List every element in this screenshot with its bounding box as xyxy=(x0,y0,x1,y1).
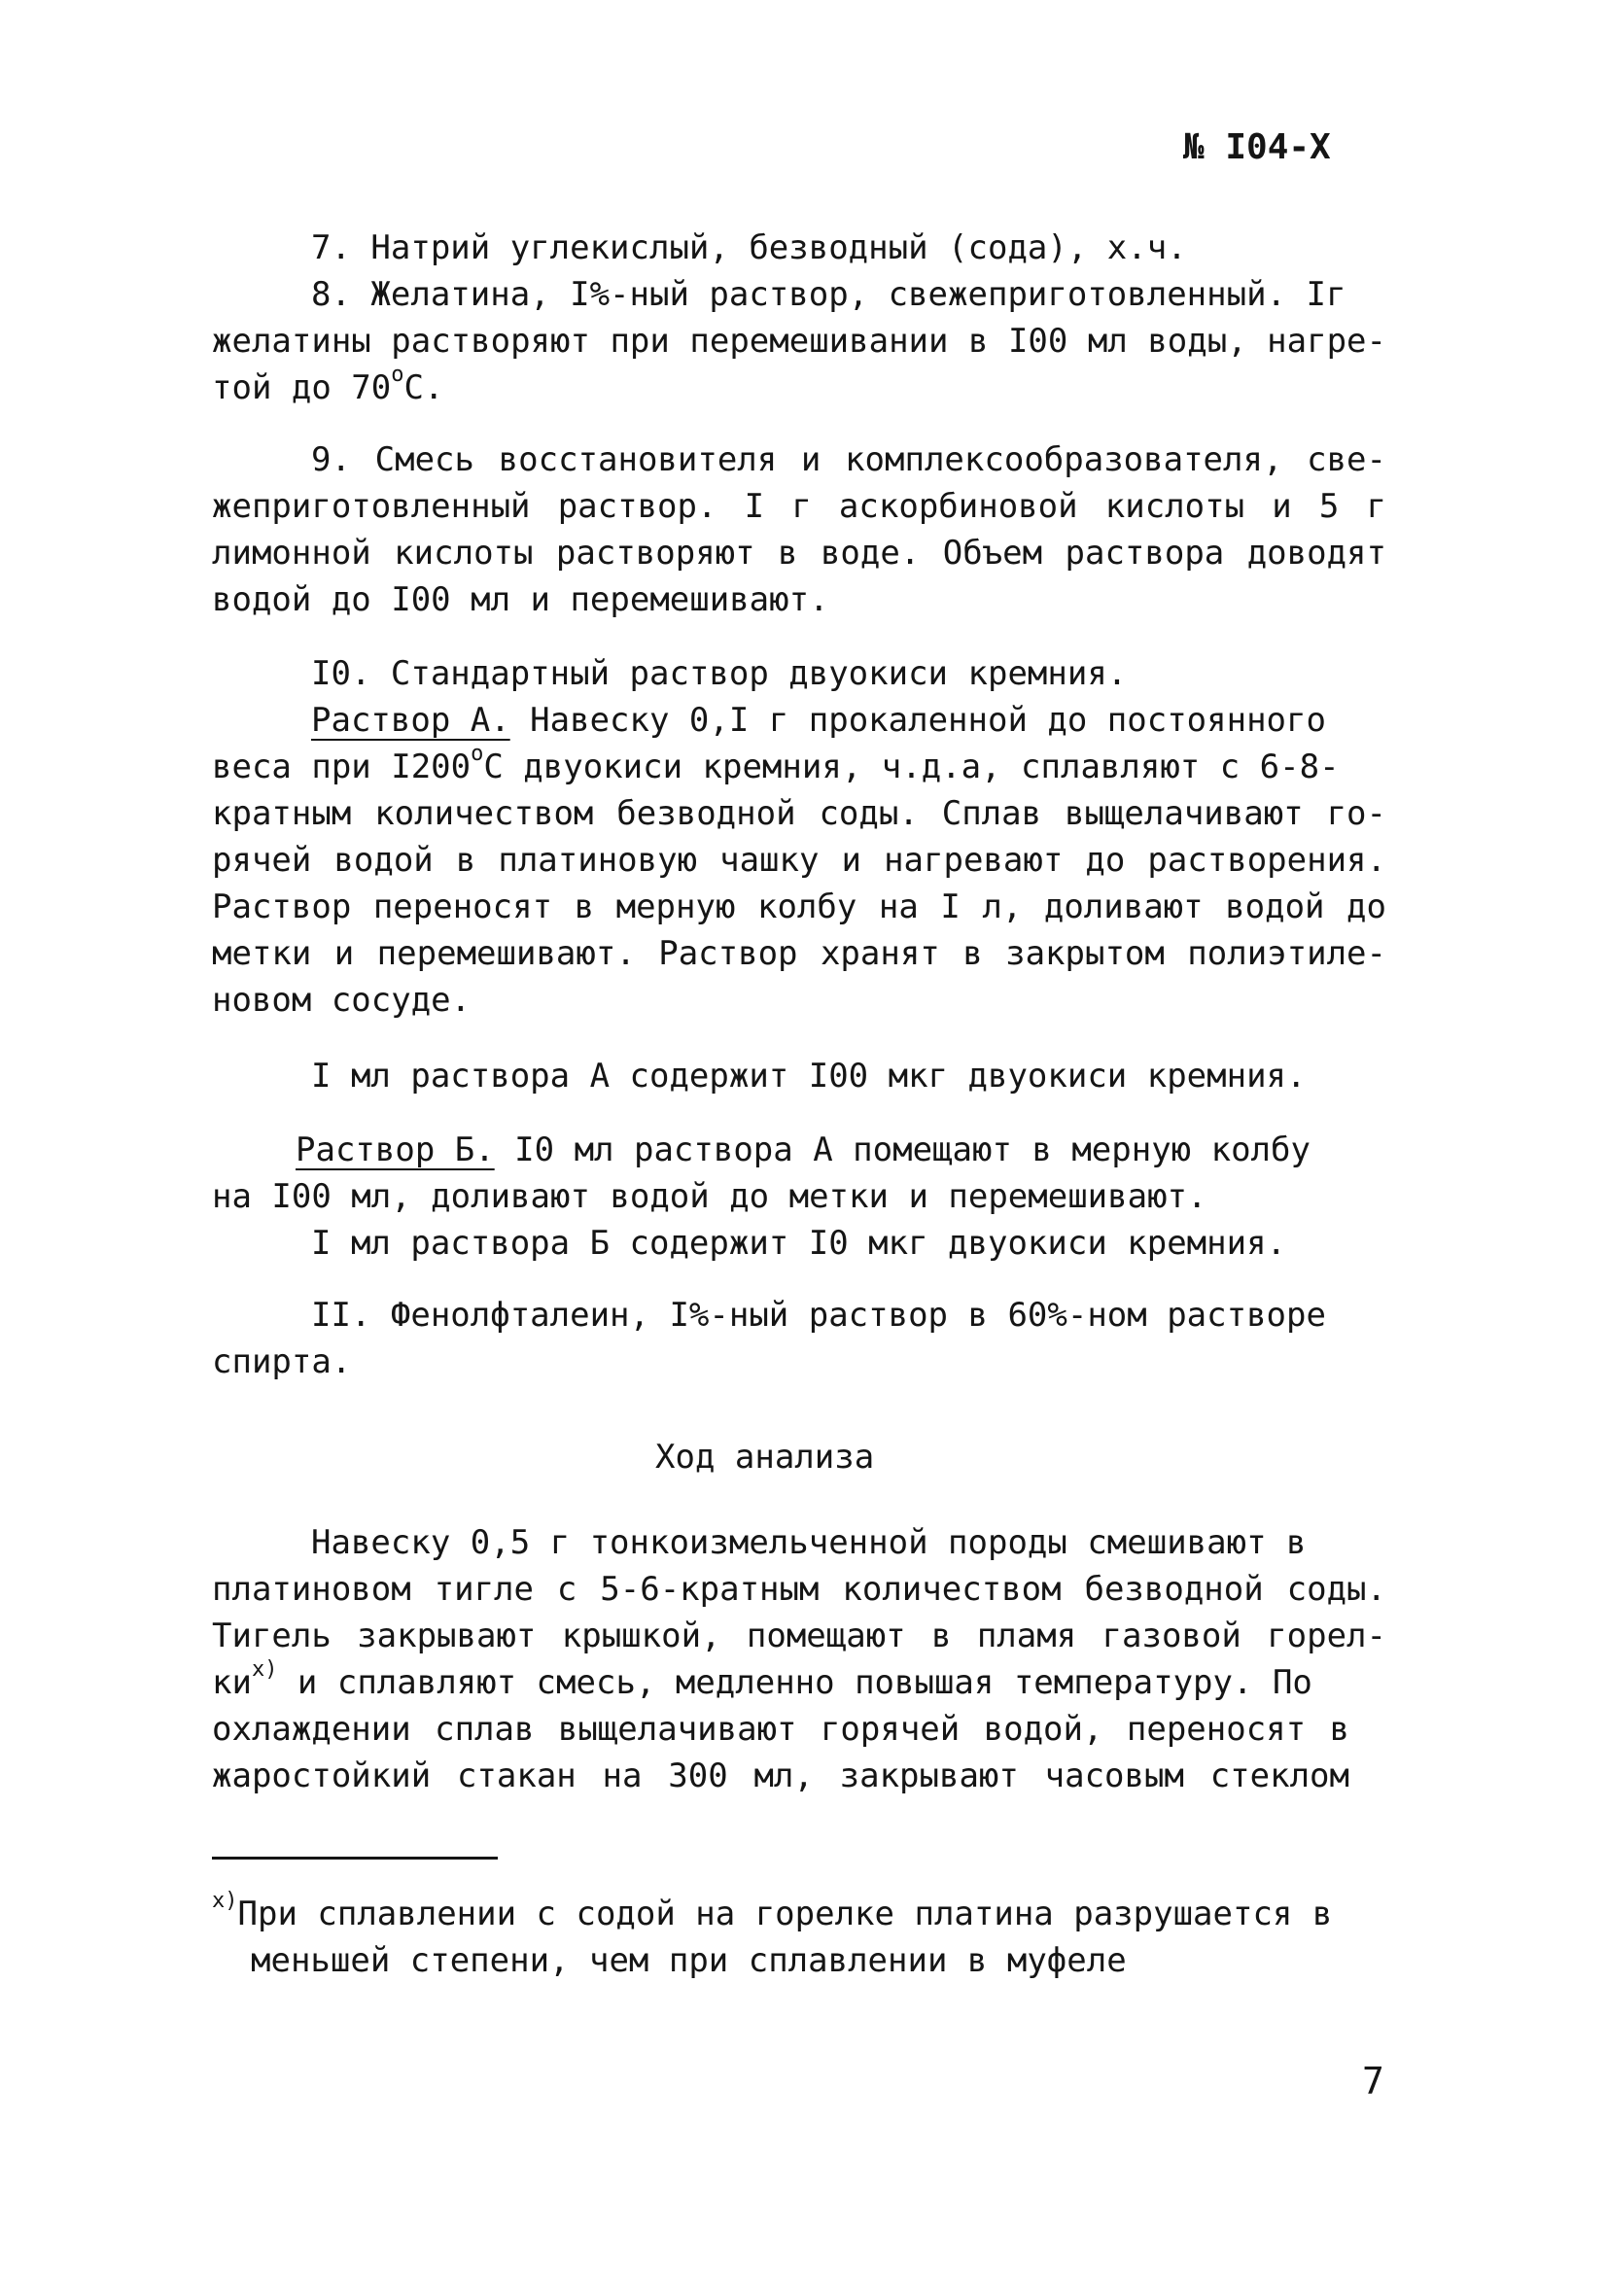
footnote-line-2: меньшей степени, чем при сплавлении в муфеле xyxy=(251,1941,1127,1980)
solution-a-line-2: веса при $I200^оС$ двуокиси кремния, ч.д.а, сплавляют с 6-8- xyxy=(212,741,1340,786)
solution-a-line-6: метки и перемешивают. Раствор хранят в закрытом полиэтиле- xyxy=(212,934,1386,973)
document-number: № I04-X xyxy=(1183,127,1331,167)
solution-a-line-3: кратным количеством безводной соды. Сплав выщелачивают го- xyxy=(212,794,1386,833)
solution-a-line-7: новом сосуде. xyxy=(212,981,472,1020)
analysis-line-1: Навеску 0,5 г тонкоизмельченной породы смешивают в xyxy=(311,1523,1307,1562)
solution-b-label: Раствор Б. xyxy=(296,1131,495,1169)
item-9-line-4: водой до I00 мл и перемешивают. xyxy=(212,580,829,619)
solution-a-line-5: Раствор переносят в мерную колбу на I л, доливают водой до xyxy=(212,887,1386,926)
solution-a-line-4: рячей водой в платиновую чашку и нагревают до растворения. xyxy=(212,841,1386,880)
item-8-line-1: 8. Желатина, I%-ный раствор, свежеприготовленный. Iг xyxy=(311,275,1346,314)
analysis-line-2: платиновом тигле с 5-6-кратным количеством безводной соды. xyxy=(212,1570,1386,1609)
item-11-line-1: II. Фенолфталеин, I%-ный раствор в 60%-ном растворе xyxy=(311,1296,1326,1335)
analysis-line-4: $ки^{х)}$ и сплавляют смесь, медленно повышая температуру. По xyxy=(212,1656,1312,1702)
solution-a-label: Раствор А. xyxy=(311,701,510,740)
solution-b-line-2: на I00 мл, доливают водой до метки и перемешивают. xyxy=(212,1177,1207,1216)
degree-superscript: о xyxy=(391,362,404,387)
solution-a-content: I мл раствора А содержит I00 мкг двуокиси кремния. xyxy=(311,1057,1307,1096)
analysis-line-5: охлаждении сплав выщелачивают горячей водой, переносят в xyxy=(212,1710,1349,1749)
page-number: 7 xyxy=(1362,2060,1384,2103)
item-9-line-1: 9. Смесь восстановителя и комплексообразователя, све- xyxy=(311,440,1386,479)
item-8-line-3: той до $70^оС$. xyxy=(212,362,444,407)
solution-a-line-1: Раствор А. Навеску 0,I г прокаленной до постоянного xyxy=(311,701,1326,740)
item-9-line-3: лимонной кислоты растворяют в воде. Объем раствора доводят xyxy=(212,534,1386,573)
item-7: 7. Натрий углекислый, безводный (сода), х.ч. xyxy=(311,228,1187,267)
analysis-line-6: жаростойкий стакан на 300 мл, закрывают часовым стеклом xyxy=(212,1757,1349,1795)
solution-b-line-1: Раствор Б. I0 мл раствора А помещают в мерную колбу xyxy=(296,1131,1311,1169)
footnote-reference: х) xyxy=(251,1656,278,1682)
item-8-line-2: желатины растворяют при перемешивании в I00 мл воды, нагре- xyxy=(212,322,1386,361)
item-9-line-2: жеприготовленный раствор. I г аскорбиновой кислоты и 5 г xyxy=(212,487,1386,526)
footnote-mark: х) xyxy=(212,1888,238,1913)
analysis-line-3: Тигель закрывают крышкой, помещают в пламя газовой горел- xyxy=(212,1617,1386,1655)
solution-b-content: I мл раствора Б содержит I0 мкг двуокиси кремния. xyxy=(311,1224,1287,1263)
footnote-line-1: $^{х)}$При сплавлении с содой на горелке платина разрушается в xyxy=(212,1888,1333,1933)
item-10-title: I0. Стандартный раствор двуокиси кремния. xyxy=(311,654,1128,693)
footnote-separator xyxy=(212,1857,498,1860)
degree-superscript: о xyxy=(471,741,484,766)
section-heading: Ход анализа xyxy=(655,1438,875,1477)
item-11-line-2: спирта. xyxy=(212,1342,352,1381)
